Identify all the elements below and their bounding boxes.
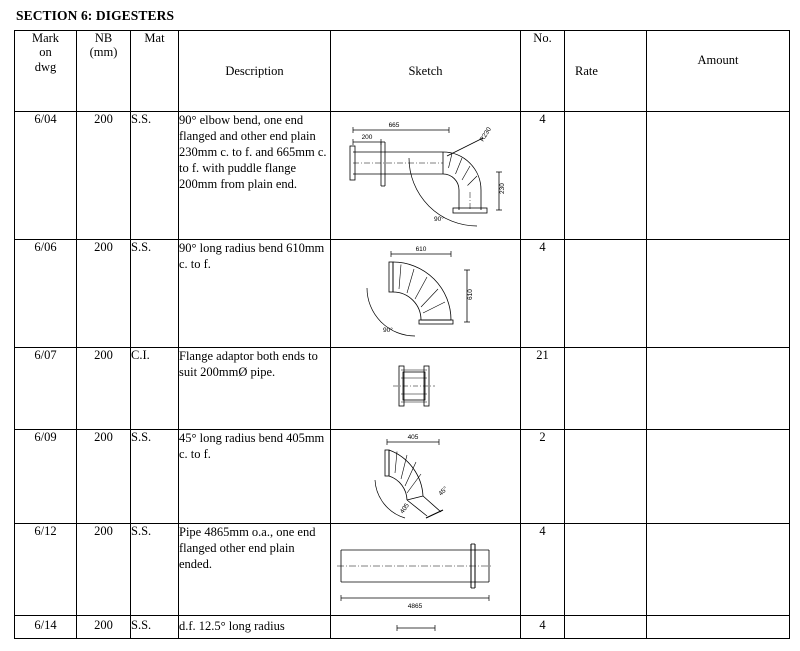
column-header-description-label: Description [225,63,284,78]
cell-mat: S.S. [131,616,179,639]
cell-rate[interactable] [565,524,647,616]
cell-no: 4 [521,112,565,240]
sketch-elbow-bend-flanged [331,112,520,238]
cell-sketch [331,112,521,240]
column-header-nb-line2: (mm) [89,45,118,60]
column-header-rate [565,31,647,112]
cell-amount[interactable] [647,112,790,240]
sketch-label-610-top: 610 [415,246,427,253]
long-radius-bend-45-icon [331,430,521,522]
cell-amount[interactable] [647,240,790,348]
column-header-sketch [331,31,521,112]
cell-rate[interactable] [565,348,647,430]
column-header-mark-line1: Mark [31,31,60,45]
cell-amount[interactable] [647,348,790,430]
cell-amount[interactable] [647,430,790,524]
cell-mat: S.S. [131,240,179,348]
cell-rate[interactable] [565,240,647,348]
table-row [15,616,790,639]
cell-mat: C.I. [131,348,179,430]
cell-sketch [331,348,521,430]
table-row [15,348,790,430]
column-header-nb [77,31,131,112]
cell-sketch [331,240,521,348]
cell-mark: 6/09 [15,430,77,524]
column-header-description [179,31,331,112]
column-header-no-label: No. [533,31,552,45]
sketch-label-90deg: 90° [434,216,444,223]
table-row [15,524,790,616]
straight-pipe-icon [331,524,521,614]
cell-mark: 6/04 [15,112,77,240]
cell-amount[interactable] [647,616,790,639]
cell-no: 4 [521,240,565,348]
cell-mat: S.S. [131,112,179,240]
column-header-no [521,31,565,112]
sketch-label-200: 200 [361,134,373,141]
long-radius-bend-90-icon [331,240,521,346]
cell-description: d.f. 12.5° long radius [179,616,331,639]
cell-no: 2 [521,430,565,524]
column-header-mark-line3: dwg [34,59,57,74]
elbow-bend-icon [331,112,521,238]
page-title: SECTION 6: DIGESTERS [16,8,175,23]
table-header-row [15,31,790,112]
sketch-label-610-side: 610 [467,289,474,300]
cell-mark: 6/12 [15,524,77,616]
table-row [15,430,790,524]
cell-nb: 200 [77,616,131,639]
cell-nb: 200 [77,524,131,616]
cell-description: 45° long radius bend 405mm c. to f. [179,430,331,524]
cell-rate[interactable] [565,430,647,524]
cell-no: 4 [521,524,565,616]
cell-mark: 6/06 [15,240,77,348]
cell-nb: 200 [77,348,131,430]
column-header-rate-label: Rate [575,63,598,78]
column-header-mat-label: Mat [144,31,165,45]
sketch-label-405-side: 405 [398,502,411,516]
bill-of-quantities-table [14,30,790,639]
sketch-bend-partial [331,616,520,638]
column-header-amount-label: Amount [697,53,739,67]
cell-nb: 200 [77,240,131,348]
cell-nb: 200 [77,430,131,524]
column-header-mark [15,31,77,112]
table-row [15,112,790,240]
column-header-mat [131,31,179,112]
column-header-nb-line1: NB [94,31,113,45]
cell-mat: S.S. [131,430,179,524]
cell-nb: 200 [77,112,131,240]
cell-description: 90° long radius bend 610mm c. to f. [179,240,331,348]
sketch-long-radius-bend-45 [331,430,520,522]
cell-mat: S.S. [131,524,179,616]
sketch-label-45deg: 45° [437,485,450,498]
sketch-label-230: 230 [499,183,506,194]
cell-sketch [331,616,521,639]
column-header-amount [647,31,790,112]
cell-description: 90° elbow bend, one end flanged and other end plain 230mm c. to f. and 665mm c. to f. with puddle flange 200mm from plain end. [179,112,331,240]
flange-adaptor-icon [331,348,521,428]
cell-rate[interactable] [565,616,647,639]
cell-rate[interactable] [565,112,647,240]
cell-sketch [331,524,521,616]
cell-mark: 6/14 [15,616,77,639]
cell-description: Pipe 4865mm o.a., one end flanged other end plain ended. [179,524,331,616]
cell-description: Flange adaptor both ends to suit 200mmØ pipe. [179,348,331,430]
sketch-label-4865: 4865 [407,603,423,610]
cell-mark: 6/07 [15,348,77,430]
table-row [15,240,790,348]
sketch-label-r230: R230 [478,126,493,144]
bend-partial-icon [331,616,521,638]
sketch-label-665: 665 [388,122,400,129]
sketch-straight-pipe-flanged [331,524,520,614]
column-header-mark-line2: on [39,45,52,60]
cell-no: 21 [521,348,565,430]
sketch-flange-adaptor [331,348,520,428]
cell-sketch [331,430,521,524]
cell-no: 4 [521,616,565,639]
sketch-label-90deg: 90° [383,327,393,334]
cell-amount[interactable] [647,524,790,616]
sketch-label-405-top: 405 [407,434,419,441]
column-header-sketch-label: Sketch [408,63,443,78]
sketch-long-radius-bend-90 [331,240,520,346]
